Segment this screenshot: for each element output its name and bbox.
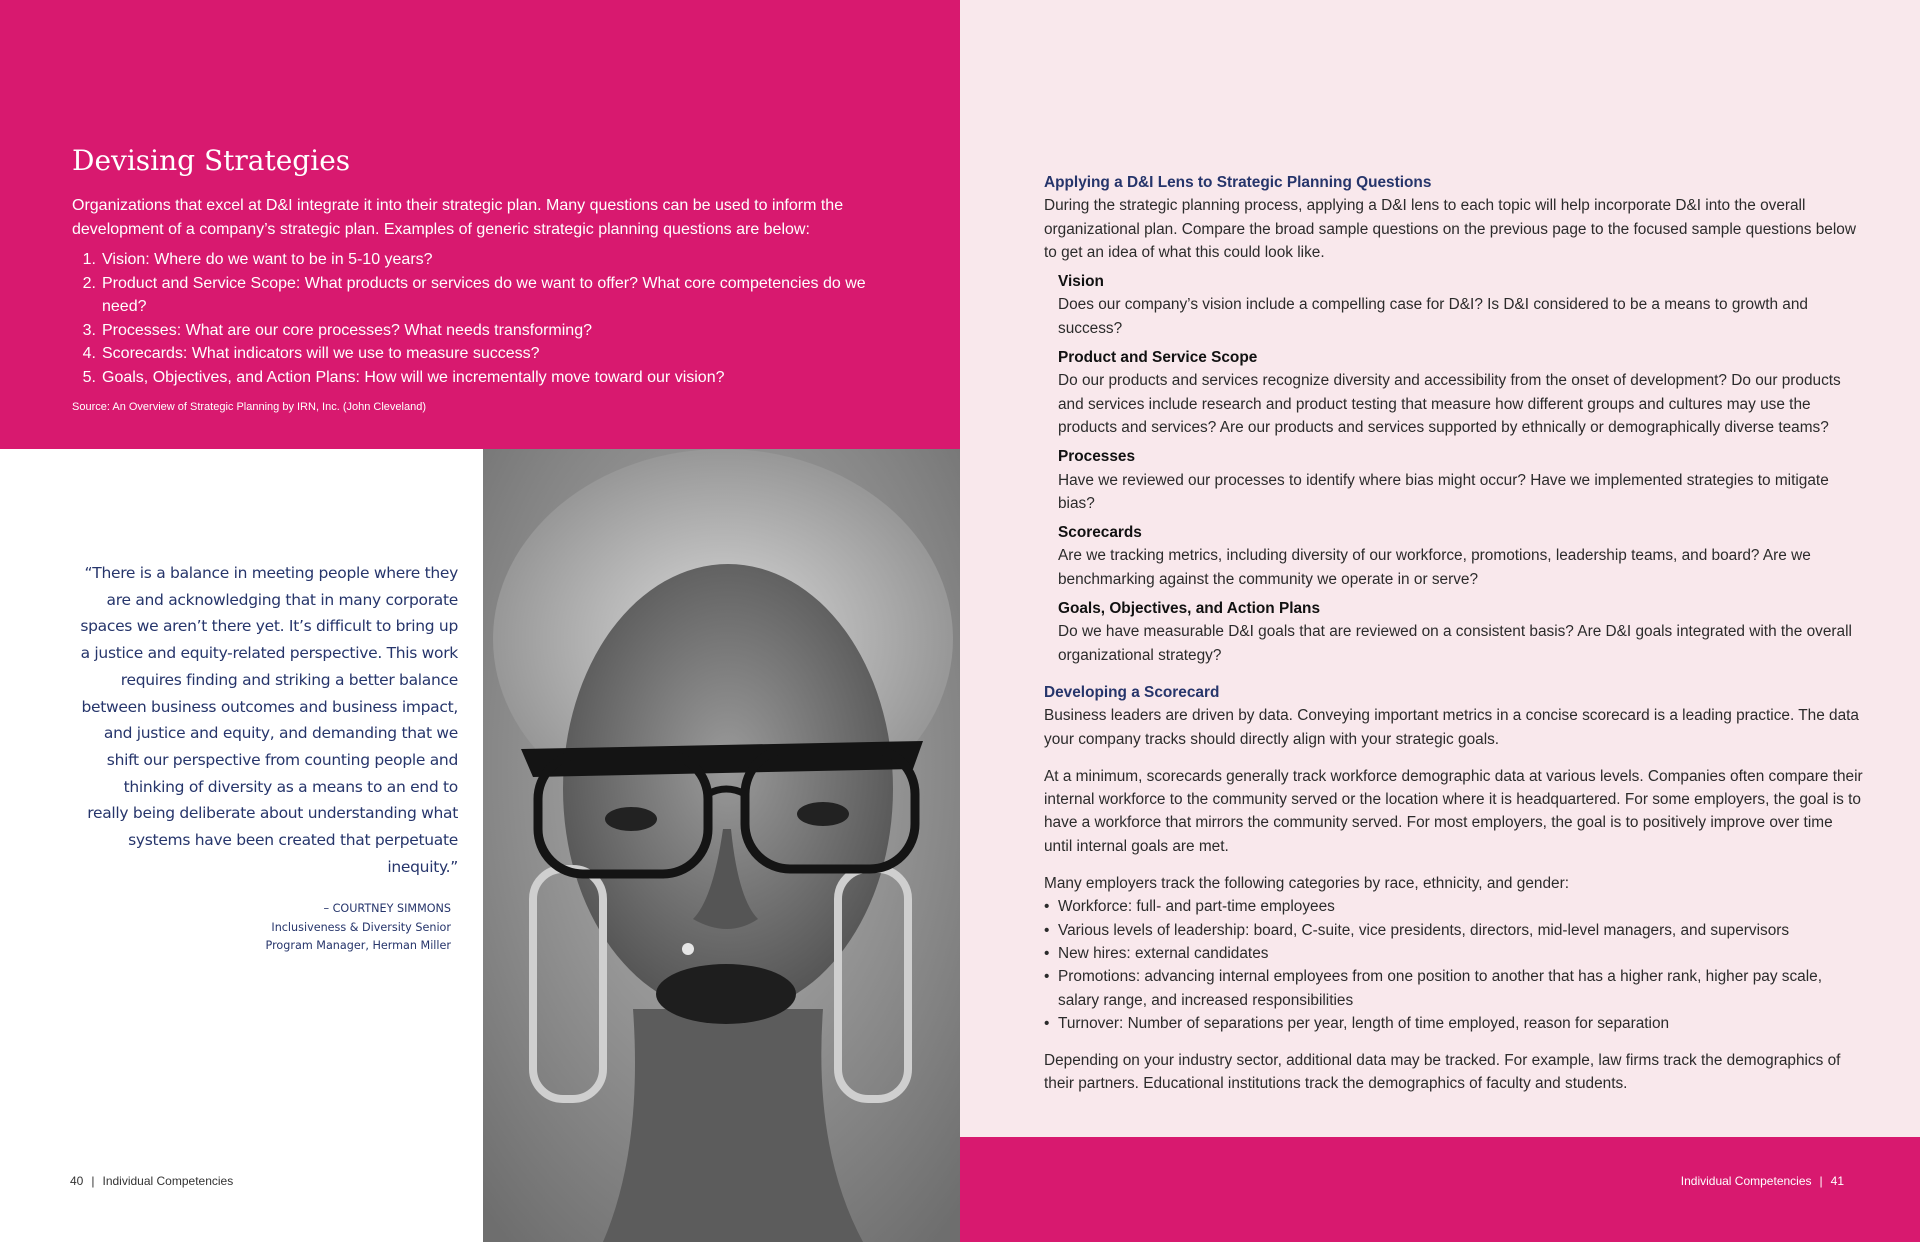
attribution-org: Program Manager, Herman Miller	[265, 939, 451, 952]
question-section	[1044, 445, 1864, 515]
portrait-illustration	[483, 449, 960, 1242]
attribution-name: – COURTNEY SIMMONS	[323, 902, 451, 915]
question-heading: Goals, Objectives, and Action Plans	[1058, 600, 1321, 618]
question-heading: Scorecards	[1058, 524, 1142, 542]
scorecard-para: At a minimum, scorecards generally track workforce demographic data at various levels. Companies often compare their internal workforce to the community served or the location where it is headquartered. For some employers, the goal is to have a workforce that mirrors the community served. For most employers, the goal is to positively improve over time until internal goals are met.	[1044, 767, 1863, 855]
list-item: 3. Processes: What are our core processes? What needs transforming?	[82, 321, 592, 339]
list-item: 2. Product and Service Scope: What products or services do we want to offer? What core competencies do we need?	[82, 274, 866, 315]
list-item: 4. Scorecards: What indicators will we use to measure success?	[82, 345, 540, 362]
scorecard-heading: Developing a Scorecard	[1044, 683, 1220, 701]
strategic-questions-list	[72, 248, 872, 389]
section-title: Devising Strategies	[72, 144, 351, 177]
footer-separator: |	[1819, 1174, 1823, 1188]
question-heading: Processes	[1058, 448, 1136, 466]
dni-lens-intro: During the strategic planning process, applying a D&I lens to each topic will help incorporate D&I into the overall organizational plan. Compare the broad sample questions on the previous page to the focused sample questions below to get an idea of what this could look like.	[1044, 197, 1856, 261]
list-item: 1. Vision: Where do we want to be in 5-10 years?	[82, 251, 433, 268]
page-number: 41	[1830, 1174, 1844, 1188]
question-text: Have we reviewed our processes to identify where bias might occur? Have we implemented strategies to mitigate bias?	[1058, 471, 1829, 512]
footer-section-label: Individual Competencies	[102, 1174, 234, 1188]
attribution-role: Inclusiveness & Diversity Senior	[271, 920, 451, 934]
scorecard-intro: Business leaders are driven by data. Conveying important metrics in a concise scorecard is a leading practice. The data your company tracks should directly align with your strategic goals.	[1044, 707, 1859, 748]
left-footer	[70, 1174, 233, 1188]
question-text: Does our company’s vision include a compelling case for D&I? Is D&I considered to be a means to growth and success?	[1058, 296, 1808, 337]
categories-list	[1044, 895, 1864, 1035]
portrait-photo	[483, 449, 960, 1242]
right-footer	[1681, 1174, 1844, 1188]
closing-para: Depending on your industry sector, additional data may be tracked. For example, law firms track the demographics of their partners. Educational institutions track the demographics of faculty and students.	[1044, 1052, 1841, 1093]
footer-section-label: Individual Competencies	[1680, 1174, 1812, 1188]
question-section	[1044, 597, 1864, 667]
strategies-panel	[0, 0, 960, 449]
question-text: Do we have measurable D&I goals that are reviewed on a consistent basis? Are D&I goals integrated with the overall organizational strategy?	[1058, 623, 1852, 664]
strategies-intro: Organizations that excel at D&I integrate it into their strategic plan. Many questions can be used to inform the development of a company’s strategic plan. Examples of generic strategic planning questions are below:	[72, 197, 844, 238]
quote-attribution	[150, 900, 451, 956]
list-item: • Various levels of leadership: board, C-suite, vice presidents, directors, mid-level managers, and supervisors	[1044, 921, 1790, 939]
footer-band	[960, 1137, 1920, 1242]
pull-quote: “There is a balance in meeting people where they are and acknowledging that in many corporate spaces we aren’t there yet. It’s difficult to bring up a justice and equity-related perspective. This work requires finding and striking a better balance between business outcomes and business impact, and justice and equity, and demanding that we shift our perspective from counting people and thinking of diversity as a means to an end to really being deliberate about understanding what systems have been created that perpetuate inequity.”	[80, 564, 458, 876]
question-text: Do our products and services recognize diversity and accessibility from the onset of development? Do our products and services include research and product testing that measure how different groups and cultures may use the products and services? Are our products and services supported by ethnically or demographically diverse teams?	[1058, 372, 1841, 436]
categories-intro: Many employers track the following categories by race, ethnicity, and gender:	[1044, 875, 1569, 893]
source-citation: Source: An Overview of Strategic Planning by IRN, Inc. (John Cleveland)	[72, 401, 427, 413]
footer-separator: |	[91, 1174, 95, 1188]
page-number: 40	[70, 1174, 84, 1188]
question-text: Are we tracking metrics, including diversity of our workforce, promotions, leadership teams, and board? Are we benchmarking against the community we operate in or serve?	[1058, 547, 1811, 588]
question-section	[1044, 270, 1864, 340]
question-section	[1044, 346, 1864, 439]
right-content	[1044, 171, 1864, 1096]
dni-lens-heading: Applying a D&I Lens to Strategic Planning Questions	[1044, 174, 1432, 191]
question-section	[1044, 521, 1864, 591]
right-page	[960, 0, 1920, 1242]
question-heading: Vision	[1058, 273, 1104, 291]
list-item: • Workforce: full- and part-time employees	[1044, 898, 1335, 916]
question-heading: Product and Service Scope	[1058, 349, 1258, 367]
list-item: 5. Goals, Objectives, and Action Plans: How will we incrementally move toward our vision?	[82, 368, 725, 386]
list-item: • Turnover: Number of separations per year, length of time employed, reason for separation	[1044, 1014, 1670, 1032]
list-item: • Promotions: advancing internal employees from one position to another that has a higher rank, higher pay scale, salary range, and increased responsibilities	[1044, 968, 1822, 1009]
list-item: • New hires: external candidates	[1044, 944, 1269, 962]
